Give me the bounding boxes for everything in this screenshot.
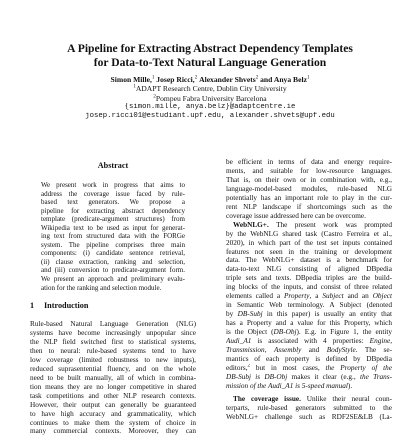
body-line: has a Property and a value for this Property, which (226, 319, 392, 328)
body-line: coverage issue addressed here can be overcome. (226, 211, 366, 220)
body-line: data-to-text NLG consisting of aligned DBpedia (226, 265, 392, 274)
abstract-line: template (predicate-argument structures) from (41, 215, 185, 224)
body-line: ments, and suitable for low-resource languages. (226, 166, 392, 175)
body-line: by the WebNLG shared task (Castro Ferreira et al., (226, 229, 392, 238)
title-line-2: for Data-to-Text Natural Language Generation (93, 56, 327, 69)
intro-line: need to be built manually, all of which in combina- (30, 373, 196, 382)
body-line: Audi_A1 is associated with 4 properties: Engine, (226, 337, 392, 346)
body-line: by DB-Subj in this paper) is usually an entity that (226, 310, 392, 319)
email-line-2[interactable]: josep.ricci01@estudiant.upf.edu, alexander.shvets@upf.edu (85, 112, 335, 121)
author-names (30, 75, 390, 84)
body-line: terparts, rule-based generators submitted to the (226, 403, 392, 412)
author-2: Josep Ricci, (156, 75, 195, 84)
body-line: is the Object (DB-Obj). E.g. in Figure 1, the entity (226, 328, 392, 337)
body-line: DB-Subj is DB-Obj makes it clear (e.g., the Trans- (226, 372, 392, 381)
abstract-line: We present an approach and preliminary evalu- (41, 274, 185, 283)
section-number: 1 (30, 301, 35, 311)
intro-line: the NLP field switched first to statistical systems, (30, 337, 196, 346)
body-line: triple sets and texts. DBpedia triples are the build- (226, 274, 392, 283)
author-3: Alexander Shvets (199, 75, 256, 84)
author-1-mark: 1 (151, 75, 155, 81)
title-line-1: A Pipeline for Extracting Abstract Dependency Templates (67, 42, 353, 55)
body-line: ing blocks of the inputs, and consist of three related (226, 283, 392, 292)
intro-line: Rule-based Natural Language Generation (NLG) (30, 320, 196, 329)
affiliation-2-mark: 2 (153, 94, 156, 100)
intro-line: low coverage (limited robustness to new inputs), (30, 355, 196, 364)
intro-line: many commercial contexts. Moreover, they can (30, 427, 196, 436)
body-line: language-model-based modules, rule-based NLG (226, 184, 392, 193)
abstract-line: based text generators. We propose a (41, 198, 185, 207)
intro-line: systems have become increasingly unpopular since (30, 328, 196, 337)
body-line: Transmission, Assembly and BodyStyle. The se- (226, 346, 392, 355)
body-line: 2020), in which part of the test set inputs contained (226, 238, 392, 247)
section-heading-introduction (30, 302, 196, 311)
abstract-line: pipeline for extracting abstract dependency (41, 206, 185, 215)
affiliation-1 (30, 84, 390, 93)
body-line: elements called a Property, a Subject and an Object (226, 292, 392, 301)
body-line: potentially has an important role to play in the cur- (226, 193, 392, 202)
intro-line: However, their output can generally be guaranteed (30, 400, 196, 409)
body-line: in Semantic Web terminology. A Subject (denoted (226, 301, 392, 310)
affiliation-1-text: ADAPT Research Centre, Dublin City University (135, 84, 287, 94)
abstract-line: system. The pipeline comprises three main (41, 240, 185, 249)
abstract-text (30, 181, 196, 292)
body-line: The coverage issue. Unlike their neural coun- (233, 394, 392, 403)
body-line: be efficient in terms of data and energy require- (226, 158, 392, 166)
body-line: WebNLG+. The present work was prompted (233, 220, 392, 229)
intro-line: then to neural: rule-based systems tend to have (30, 346, 196, 355)
intro-continuation (226, 158, 392, 221)
abstract-line: (ii) clause extraction, ranking and selection, (41, 257, 185, 266)
author-4: and Anya Belz (260, 75, 307, 84)
section-title: Introduction (44, 301, 89, 311)
body-line: WebNLG+ challenge such as RDF2SE&LB (La- (226, 412, 392, 421)
left-column (30, 160, 196, 436)
abstract-line: and (iii) conversion to predicate-argument form. (41, 266, 185, 275)
author-4-mark: 1 (306, 75, 310, 81)
paper-title (30, 42, 390, 70)
abstract-line: ing text from structured data with the FORGe (41, 232, 185, 241)
affiliation-1-mark: 1 (133, 84, 136, 90)
body-line: data. The WebNLG+ dataset is a benchmark for (226, 256, 392, 265)
right-column (226, 158, 392, 422)
email-line-1[interactable]: {simon.mille, anya.belz}@adaptcentre.ie (124, 102, 296, 111)
introduction-text (30, 320, 196, 436)
affiliation-2 (30, 94, 390, 103)
webnlg-paragraph (226, 221, 392, 391)
intro-line: reduced suprasentential fluency, and on the whole (30, 364, 196, 373)
author-1: Simon Mille, (110, 75, 152, 84)
body-line: features not seen in the training or development (226, 247, 392, 256)
body-line: editors,$^2$ but in most cases, the Property of the (226, 363, 392, 372)
abstract-line: Wikipedia text to be used as input for generat- (41, 223, 185, 232)
abstract-line: components: (i) candidate sentence retrieval, (41, 249, 185, 258)
abstract-heading: Abstract (97, 161, 129, 170)
author-3-mark: 2 (255, 75, 259, 81)
intro-line: to have high accuracy and grammaticality, which (30, 409, 196, 418)
body-line: mantics of each property is defined by DBpedia (226, 354, 392, 363)
abstract-line: address the coverage issue faced by rule- (41, 189, 185, 198)
intro-line: continues to make them the system of choice in (30, 418, 196, 427)
author-block (30, 75, 390, 121)
intro-line: tion means they are no longer competitive in shared (30, 382, 196, 391)
author-2-mark: 2 (194, 75, 198, 81)
paragraph-lead: The coverage issue. (233, 394, 301, 403)
footnote-mark[interactable]: 2 (247, 363, 251, 369)
affiliation-2-text: Pompeu Fabra University Barcelona (155, 93, 267, 103)
intro-line: task competitions and other NLP research contexts. (30, 391, 196, 400)
abstract-line: ation for the ranking and selection module. (41, 283, 162, 292)
abstract-line: We present work in progress that aims to (41, 180, 185, 189)
body-line: That is, on their own or in combination with, e.g., (226, 175, 392, 184)
body-line: rent NLP landscape if shortcomings such as the (226, 202, 392, 211)
coverage-paragraph (226, 395, 392, 422)
paragraph-lead: WebNLG+. (233, 220, 269, 229)
body-line: mission of the Audi_A1 is 5-speed manual). (226, 381, 353, 390)
